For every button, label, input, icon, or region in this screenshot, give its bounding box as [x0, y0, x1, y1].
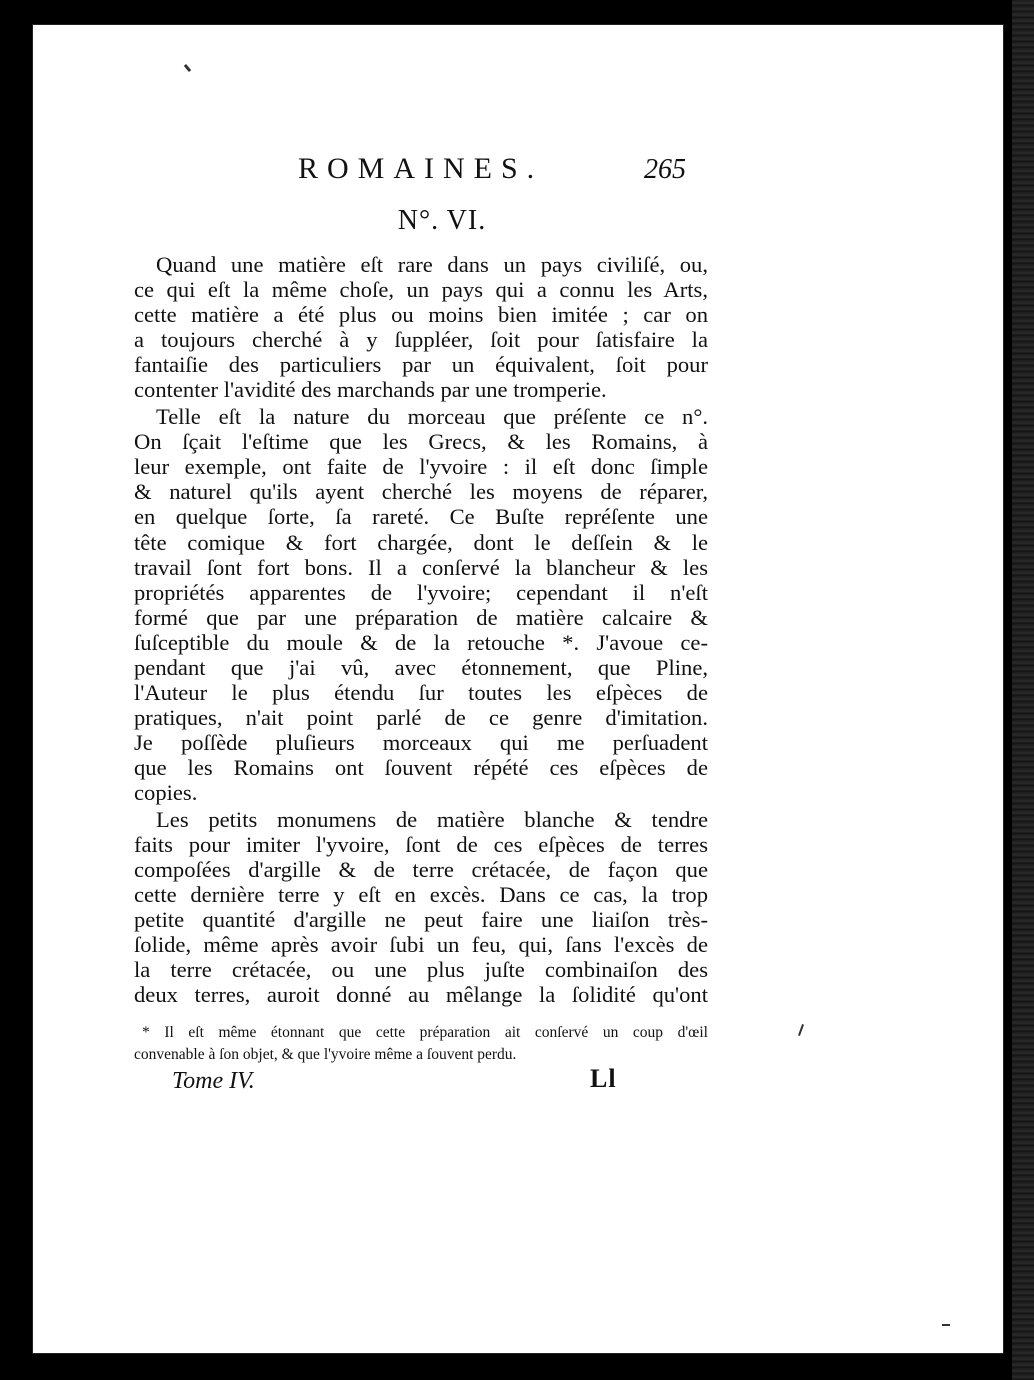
text-line: cette dernière terre y eſt en excès. Dans ce cas, la trop — [134, 882, 708, 908]
footnote-line: * Il eſt même étonnant que cette préparation ait conſervé un coup d'œil — [142, 1024, 708, 1041]
text-line: compoſées d'argille & de terre crétacée, de façon que — [134, 857, 708, 883]
paragraph-2 — [134, 404, 708, 805]
text-line: l'Auteur le plus étendu ſur toutes les eſpèces de — [134, 679, 708, 705]
text-line: On ſçait l'eſtime que les Grecs, & les Romains, à — [134, 429, 708, 455]
text-line: petite quantité d'argille ne peut faire une liaiſon très- — [134, 907, 708, 933]
text-line: fantaiſie des particuliers par un équivalent, ſoit pour — [134, 352, 708, 378]
text-line: contenter l'avidité des marchands par une tromperie. — [134, 377, 607, 403]
text-line: copies. — [134, 779, 198, 805]
text-line: a toujours cherché à y ſuppléer, ſoit pour ſatisfaire la — [134, 327, 708, 353]
text-line: la terre crétacée, ou une plus juſte combinaiſon des — [134, 957, 708, 983]
ink-speck — [184, 64, 191, 72]
text-line: ce qui eſt la même choſe, un pays qui a connu les Arts, — [134, 277, 708, 303]
text-line: en quelque ſorte, ſa rareté. Ce Buſte repréſente une — [134, 504, 708, 530]
text-line: ſuſceptible du moule & de la retouche *. J'avoue ce- — [134, 629, 708, 655]
text-line: tête comique & fort chargée, dont le deſſein & le — [134, 529, 708, 555]
text-line: faits pour imiter l'yvoire, ſont de ces eſpèces de terres — [134, 832, 708, 858]
text-line: Je poſſède pluſieurs morceaux qui me perſuadent — [134, 729, 708, 755]
paragraph-1 — [134, 252, 708, 402]
volume-mark: Tome IV. — [172, 1068, 255, 1094]
ink-speck — [798, 1024, 804, 1036]
scan-edge-right — [1012, 0, 1034, 1380]
text-line: ſolide, même après avoir ſubi un feu, qui, ſans l'excès de — [134, 932, 708, 958]
text-line: Telle eſt la nature du morceau que préſente ce n°. — [156, 404, 708, 430]
text-line: pendant que j'ai vû, avec étonnement, que Pline, — [134, 654, 708, 680]
text-line: formé que par une préparation de matière calcaire & — [134, 604, 708, 630]
footnote — [134, 1022, 708, 1066]
text-line: leur exemple, ont faite de l'yvoire : il eſt donc ſimple — [134, 454, 708, 480]
text-line: Quand une matière eſt rare dans un pays civiliſé, ou, — [156, 252, 708, 277]
text-line: & naturel qu'ils ayent cherché les moyens de réparer, — [134, 479, 708, 505]
text-line: propriétés apparentes de l'yvoire; cependant il n'eſt — [134, 579, 708, 605]
signature-mark: Ll — [590, 1064, 617, 1093]
footnote-line: convenable à ſon objet, & que l'yvoire même a ſouvent perdu. — [134, 1046, 517, 1063]
text-line: que les Romains ont ſouvent répété ces eſpèces de — [134, 754, 708, 780]
running-title: ROMAINES. — [298, 152, 544, 185]
ink-speck — [942, 1324, 950, 1326]
text-line: travail ſont fort bons. Il a conſervé la blancheur & les — [134, 554, 708, 580]
page-footer — [32, 1064, 1004, 1100]
book-page — [32, 24, 1004, 1354]
section-number: N°. VI. — [397, 205, 487, 236]
text-line: Les petits monumens de matière blanche & tendre — [156, 807, 708, 833]
text-line: pratiques, n'ait point parlé de ce genre d'imitation. — [134, 704, 708, 730]
text-line: cette matière a été plus ou moins bien imitée ; car on — [134, 302, 708, 328]
text-line: deux terres, auroit donné au mêlange la ſolidité qu'ont — [134, 982, 708, 1008]
paragraph-3 — [134, 807, 708, 1007]
page-number: 265 — [644, 154, 686, 185]
running-head — [32, 152, 1004, 192]
body-text — [134, 252, 708, 1009]
